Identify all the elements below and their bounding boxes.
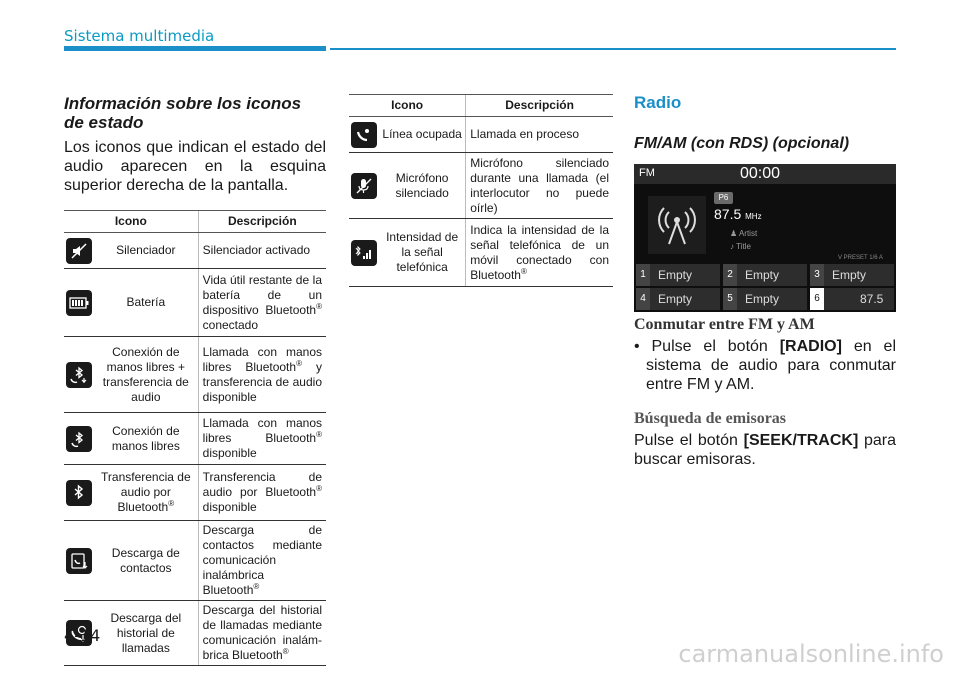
table-row: Conexión de manos libres Llamada con manos libres Bluetooth® disponible (64, 413, 326, 465)
preset-button-4[interactable]: 4 Empty (636, 288, 720, 310)
status-icons-paragraph: Los iconos que indican el estado del audio aparecen en la esquina superior derecha de la pantalla. (64, 139, 326, 194)
table-row: Línea ocupada Llamada en proceso (349, 117, 613, 153)
line-busy-icon (351, 122, 377, 148)
col-header-icon: Icono (349, 95, 466, 117)
section-title: Sistema multimedia (64, 27, 215, 45)
preset-button-3[interactable]: 3 Empty (810, 264, 894, 286)
preset-button-2[interactable]: 2 Empty (723, 264, 807, 286)
bluetooth-handsfree-audio-icon (66, 362, 92, 388)
radio-tower-icon (648, 196, 706, 254)
status-icons-heading: Información sobre los iconos de estado (64, 94, 302, 132)
bluetooth-handsfree-icon (66, 426, 92, 452)
table-row: Intensidad de la señal telefónica Indica la intensidad de la señal telefónica de un móvil conectado con Bluetooth® (349, 219, 613, 287)
seek-heading: Búsqueda de emisoras (634, 410, 787, 427)
header-rule-thin (330, 48, 896, 50)
screen-artist: ♟ Artist (730, 229, 758, 238)
table-row: Conexión de manos libres + transferencia de audio Llamada con manos libres Bluetooth® y transferencia de audio disponible (64, 337, 326, 413)
switch-fm-am-heading: Conmutar entre FM y AM (634, 316, 815, 333)
table-row: Descarga del historial de llamadas Descarga del historial de llamadas mediante comunicación inalám-brica Bluetooth® (64, 601, 326, 666)
battery-icon (66, 290, 92, 316)
preset-button-6[interactable]: 6 87.5 (810, 288, 894, 310)
col-header-desc: Descripción (466, 95, 613, 117)
screen-band: FM (639, 167, 655, 179)
page-number: 4-14 (64, 626, 101, 645)
screen-clock: 00:00 (740, 165, 781, 182)
col-header-desc: Descripción (198, 211, 326, 233)
radio-screen (634, 164, 896, 312)
phone-icons-table (349, 94, 613, 287)
col-header-icon: Icono (64, 211, 198, 233)
contacts-download-icon (66, 548, 92, 574)
table-row: Batería Vida útil restante de la batería de un dispositivo Bluetooth® conectado (64, 269, 326, 337)
switch-fm-am-text: • Pulse el botón [RADIO] en el sistema de audio para conmutar entre FM y AM. (634, 338, 896, 393)
speaker-muted-icon (66, 238, 92, 264)
mic-muted-icon (351, 173, 377, 199)
screen-preset-badge: P6 (714, 192, 733, 204)
preset-grid (636, 264, 894, 310)
table-row: Silenciador Silenciador activado (64, 233, 326, 269)
radio-title: Radio (634, 93, 682, 112)
screen-preset-page: V PRESET 1/6 A (838, 255, 883, 261)
preset-button-5[interactable]: 5 Empty (723, 288, 807, 310)
status-icons-table (64, 210, 326, 666)
seek-text: Pulse el botón [SEEK/TRACK] para buscar emisoras. (634, 432, 897, 468)
signal-strength-icon (351, 240, 377, 266)
screen-frequency: 87.5 MHz (714, 206, 762, 222)
header-rule-thick (64, 46, 326, 51)
table-row: Descarga de contactos Descarga de contactos mediante comunicación inalámbrica Bluetooth® (64, 521, 326, 601)
bluetooth-audio-icon (66, 480, 92, 506)
table-row: Micrófono silenciado Micrófono silenciado durante una llamada (el interlocutor no puede oírle) (349, 153, 613, 219)
fm-am-subtitle: FM/AM (con RDS) (opcional) (634, 135, 850, 152)
preset-button-1[interactable]: 1 Empty (636, 264, 720, 286)
screen-song-title: ♪ Title (730, 242, 751, 251)
watermark: carmanualsonline.info (678, 640, 944, 668)
left-column (64, 94, 326, 666)
table-row: Transferencia de audio por Bluetooth® Transferencia de audio por Bluetooth® disponible (64, 465, 326, 521)
